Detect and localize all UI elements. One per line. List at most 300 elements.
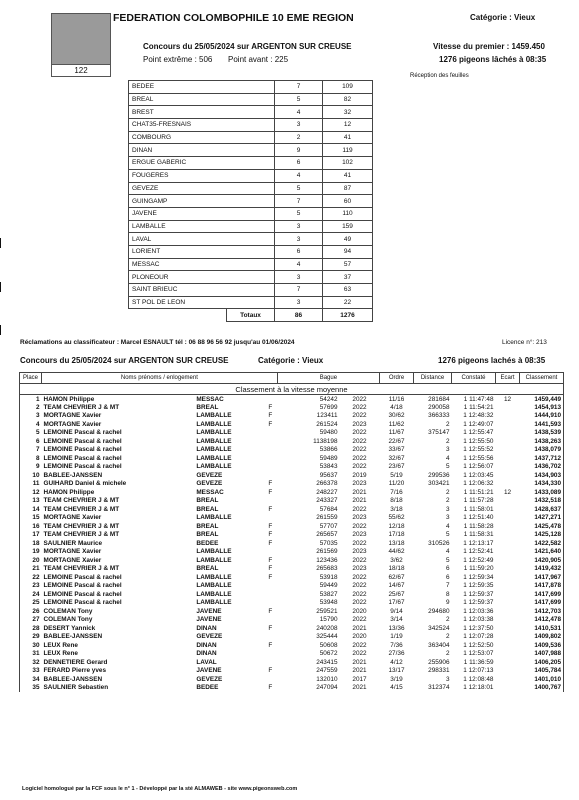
society-name: PLONEOUR [129,271,275,284]
cell-year: 2022 [352,599,367,607]
cell-place: 12 [20,488,42,497]
cell-distance: 290058 [428,403,450,411]
cell-name: LEUX Rene [43,641,78,649]
cell-clocked: 1 11:57:28 [463,497,494,505]
reception-label: Réception des feuilles [410,73,469,79]
society-birds: 109 [323,81,373,94]
cell-ring: 57707 [319,522,338,530]
cell-year: 2022 [352,437,367,445]
cell-name: FERARD Pierre yves [43,667,107,675]
cell-place: 6 [20,437,42,446]
society-row [129,182,373,195]
cell-gap [496,446,520,455]
cell-ring: 57699 [319,403,338,411]
logo-number: 122 [51,65,111,77]
cell-place: 11 [20,480,42,489]
cell-sex: F [268,488,273,496]
cell-place: 31 [20,650,42,659]
table-row [20,480,564,489]
table-row [20,641,564,650]
society-row [129,157,373,170]
cell-ranking: 1401,010 [520,675,564,684]
extreme-point: Point extrême : 506 [143,55,213,64]
cell-name: TEAM CHEVRIER J & MT [43,403,120,411]
table-row [20,548,564,557]
col-order: Ordre [380,373,414,384]
cell-ring: 243415 [316,658,338,666]
cell-sex: F [268,573,273,581]
cell-gap [496,514,520,523]
cell-clocked: 1 11:54:21 [463,403,494,411]
cell-name: TEAM CHEVRIER J & MT [43,565,120,573]
cell-distance: 310526 [428,539,450,547]
cell-sex: F [268,480,273,488]
cell-clocked: 1 12:52:41 [463,548,494,556]
cell-society: GEVEZE [196,471,223,479]
cell-gap [496,454,520,463]
cell-order: 17/18 [388,531,405,539]
cell-order: 44/62 [388,548,405,556]
cell-society: MESSAC [196,488,224,496]
cell-sex: F [268,624,273,632]
cell-ring: 325444 [316,633,338,641]
cell-place: 34 [20,675,42,684]
cell-gap [496,658,520,667]
society-row [129,144,373,157]
society-row [129,119,373,132]
cell-order: 32/67 [388,454,405,462]
cell-society: LAMBALLE [196,446,232,454]
cell-order: 4/15 [390,684,403,692]
cell-order: 12/18 [388,522,405,530]
cell-order: 55/62 [388,514,405,522]
cell-ring: 54242 [319,395,338,403]
cell-year: 2023 [352,548,367,556]
cell-ring: 59489 [319,454,338,462]
cell-ranking: 1454,913 [520,403,564,412]
society-name: GUINGAMP [129,195,275,208]
cell-society: LAMBALLE [196,582,232,590]
cell-ring: 53843 [319,463,338,471]
cell-ranking: 1438,079 [520,446,564,455]
cell-place: 17 [20,531,42,540]
society-count: 3 [275,119,323,132]
cell-place: 35 [20,684,42,693]
cell-year: 2022 [352,395,367,403]
federation-logo [51,13,111,65]
cell-society: LAMBALLE [196,463,232,471]
cell-gap [496,463,520,472]
society-birds: 63 [323,284,373,297]
cell-ranking: 1410,531 [520,624,564,633]
society-row [129,258,373,271]
cell-name: LEMOINE Pascal & rachel [43,446,122,454]
society-count: 6 [275,245,323,258]
cell-place: 23 [20,582,42,591]
cell-ring: 265657 [316,531,338,539]
cell-society: MESSAC [196,395,224,403]
totals-birds: 1276 [323,309,373,322]
table-row [20,437,564,446]
col-distance: Distance [414,373,452,384]
cell-ring: 53866 [319,446,338,454]
cell-order: 3/19 [390,675,403,683]
cell-place: 32 [20,658,42,667]
cell-gap [496,420,520,429]
cell-ring: 259521 [316,607,338,615]
cell-name: LEMOINE Pascal & rachel [43,454,122,462]
cell-place: 8 [20,454,42,463]
cell-ranking: 1400,767 [520,684,564,693]
table-row [20,539,564,548]
cell-ranking: 1438,539 [520,429,564,438]
cell-name: MORTAGNE Xavier [43,412,102,420]
cell-order: 62/67 [388,573,405,581]
cell-distance: 298331 [428,667,450,675]
table-row [20,658,564,667]
society-row [129,296,373,309]
cell-clocked: 1 12:55:47 [463,429,494,437]
society-row [129,284,373,297]
cell-clocked: 1 12:55:52 [463,446,494,454]
society-row [129,195,373,208]
cell-name: MORTAGNE Xavier [43,420,102,428]
table-row [20,556,564,565]
society-count: 7 [275,195,323,208]
cell-society: BREAL [196,565,219,573]
cell-gap [496,590,520,599]
cell-sex [263,599,277,608]
totals-label: Totaux [227,309,275,322]
cell-society: JAVENE [196,607,222,615]
cell-gap [496,505,520,514]
cell-clocked: 1 12:07:28 [463,633,494,641]
society-birds: 12 [323,119,373,132]
table-row [20,684,564,693]
cell-name: MORTAGNE Xavier [43,514,102,522]
table-row [20,463,564,472]
society-name: LAMBALLE [129,220,275,233]
cell-gap [496,531,520,540]
cell-year: 2017 [352,675,367,683]
cell-year: 2021 [352,667,367,675]
cell-sex: F [268,641,273,649]
cell-sex: F [268,684,273,692]
cell-clocked: 1 11:58:01 [463,505,494,513]
cell-ranking: 1428,637 [520,505,564,514]
cell-society: BREAL [196,403,219,411]
table-row [20,531,564,540]
table-row [20,420,564,429]
table-row [20,497,564,506]
society-birds: 82 [323,93,373,106]
society-row [129,169,373,182]
cell-society: LAMBALLE [196,599,232,607]
cell-order: 3/14 [390,616,403,624]
table-row [20,667,564,676]
cell-clocked: 1 11:47:48 [463,395,494,403]
cell-name: BABLEE-JANSSEN [43,675,103,683]
cell-ring: 248227 [316,488,338,496]
cell-gap: 12 [503,488,512,496]
cell-ranking: 1417,967 [520,573,564,582]
society-name: FOUGERES [129,169,275,182]
cell-year: 2022 [352,412,367,420]
cell-clocked: 1 12:52:49 [463,556,494,564]
cell-order: 11/67 [388,429,405,437]
cell-order: 1/19 [390,633,403,641]
cell-clocked: 1 12:03:45 [463,471,494,479]
cell-clocked: 1 12:55:50 [463,437,494,445]
society-birds: 57 [323,258,373,271]
cell-gap [496,624,520,633]
cell-clocked: 1 12:55:56 [463,454,494,462]
table-row [20,573,564,582]
cell-society: BREAL [196,497,219,505]
cell-sex [263,437,277,446]
cell-place: 7 [20,446,42,455]
society-count: 3 [275,233,323,246]
society-birds: 32 [323,106,373,119]
cell-distance: 2 [445,420,450,428]
cell-year: 2022 [352,505,367,513]
cell-ring: 50608 [319,641,338,649]
page-title: FEDERATION COLOMBOPHILE 10 EME REGION [113,12,354,24]
cell-ranking: 1417,878 [520,582,564,591]
cell-place: 20 [20,556,42,565]
cell-place: 28 [20,624,42,633]
cell-place: 9 [20,463,42,472]
society-count: 9 [275,144,323,157]
results-header-row [20,373,564,384]
cell-ring: 95637 [319,471,338,479]
cell-ring: 123411 [316,412,338,420]
cell-ranking: 1421,640 [520,548,564,557]
cell-ranking: 1441,593 [520,420,564,429]
cell-place: 29 [20,633,42,642]
cell-sex [263,633,277,642]
cell-clocked: 1 12:59:37 [463,590,494,598]
cell-place: 26 [20,607,42,616]
cell-order: 3/62 [390,556,403,564]
cell-year: 2022 [352,429,367,437]
society-count: 4 [275,169,323,182]
cell-sex: F [268,420,273,428]
cell-distance: 2 [445,650,450,658]
cell-ranking: 1417,699 [520,590,564,599]
cell-ranking: 1409,802 [520,633,564,642]
cell-ranking: 1427,271 [520,514,564,523]
cell-society: GEVEZE [196,675,223,683]
cell-gap [496,565,520,574]
cell-society: BEDEE [196,684,219,692]
cell-ranking: 1432,518 [520,497,564,506]
cell-name: LEMOINE Pascal & rachel [43,599,122,607]
cell-order: 23/67 [388,463,405,471]
cell-place: 27 [20,616,42,625]
society-name: SAINT BRIEUC [129,284,275,297]
cell-sex [263,454,277,463]
cell-distance: 7 [445,582,450,590]
table-row [20,675,564,684]
cell-gap [496,548,520,557]
cell-clocked: 1 12:52:50 [463,641,494,649]
society-name: BEDEE [129,81,275,94]
cell-distance: 4 [445,548,450,556]
cell-clocked: 1 12:08:48 [463,675,494,683]
cell-name: COLEMAN Tony [43,616,93,624]
society-row [129,81,373,94]
cell-society: BREAL [196,522,219,530]
cell-year: 2022 [352,616,367,624]
cell-ranking: 1407,988 [520,650,564,659]
claims-note: Réclamations au classificateur : Marcel ESNAULT tél : 06 88 96 56 92 jusqu'au 01/06/2024 [20,339,295,346]
cell-order: 27/36 [388,650,405,658]
cell-distance: 5 [445,556,450,564]
society-row [129,271,373,284]
cell-society: LAMBALLE [196,454,232,462]
society-name: LAVAL [129,233,275,246]
cell-year: 2023 [352,565,367,573]
cell-distance: 3 [445,446,450,454]
cell-ring: 243327 [316,497,338,505]
society-row [129,220,373,233]
results-released: 1276 pigeons lachés à 08:35 [438,356,546,365]
society-row [129,131,373,144]
society-name: LORIENT [129,245,275,258]
cell-distance: 6 [445,573,450,581]
cell-order: 9/14 [390,607,403,615]
table-row [20,650,564,659]
cell-name: MORTAGNE Xavier [43,556,102,564]
society-row [129,207,373,220]
results-contest: Concours du 25/05/2024 sur ARGENTON SUR CREUSE [20,356,229,365]
cell-clocked: 1 12:18:01 [463,684,494,692]
totals-count: 86 [275,309,323,322]
cell-distance: 281684 [428,395,450,403]
society-birds: 102 [323,157,373,170]
cell-gap [496,429,520,438]
cell-sex: F [268,607,273,615]
cell-distance: 5 [445,463,450,471]
cell-ranking: 1425,128 [520,531,564,540]
society-name: MESSAC [129,258,275,271]
cell-year: 2022 [352,582,367,590]
cell-order: 18/18 [388,565,405,573]
cell-gap [496,582,520,591]
col-ring: Bague [277,373,379,384]
cell-ring: 50672 [319,650,338,658]
cell-name: TEAM CHEVRIER J & MT [43,497,120,505]
cell-ring: 57684 [319,505,338,513]
cell-ring: 261569 [316,548,338,556]
cell-name: DESERT Yannick [43,624,96,632]
cell-sex [263,616,277,625]
cell-clocked: 1 11:58:31 [463,531,494,539]
society-count: 5 [275,207,323,220]
totals-row [129,309,373,322]
cell-society: DINAN [196,624,217,632]
cell-ranking: 1434,330 [520,480,564,489]
table-row [20,471,564,480]
society-birds: 41 [323,131,373,144]
cell-gap [496,599,520,608]
cell-name: TEAM CHEVRIER J & MT [43,531,120,539]
cell-clocked: 1 12:56:07 [463,463,494,471]
cell-clocked: 1 11:51:21 [463,488,494,496]
cell-place: 30 [20,641,42,650]
cell-order: 4/18 [390,403,403,411]
ranking-banner [20,384,564,395]
cell-society: LAMBALLE [196,420,232,428]
cell-name: HAMON Philippe [43,395,95,403]
cell-sex [263,463,277,472]
society-count: 7 [275,284,323,297]
cell-ring: 53918 [319,573,338,581]
table-row [20,616,564,625]
col-gap: Ecart [496,373,520,384]
cell-year: 2022 [352,573,367,581]
society-name: ERGUE GABERIC [129,157,275,170]
cell-society: GEVEZE [196,480,223,488]
table-row [20,505,564,514]
cell-year: 2023 [352,531,367,539]
cell-sex [263,675,277,684]
society-name: JAVENE [129,207,275,220]
cell-ranking: 1419,432 [520,565,564,574]
table-row [20,624,564,633]
cell-sex: F [268,412,273,420]
cell-ranking: 1409,536 [520,641,564,650]
society-row [129,106,373,119]
margin-mark [0,238,1,248]
ranking-title: Classement à la vitesse moyenne [20,384,564,395]
cell-ranking: 1434,903 [520,471,564,480]
society-count: 3 [275,296,323,309]
cell-society: DINAN [196,650,217,658]
software-footer: Logiciel homologué par la FCF sous le n° 1 - Développé par la sté ALMAWEB - site www.pigeonsweb.com [22,786,298,792]
cell-sex [263,548,277,557]
table-row [20,633,564,642]
cell-society: LAVAL [196,658,217,666]
cell-clocked: 1 12:13:17 [463,539,494,547]
cell-clocked: 1 11:36:59 [463,658,494,666]
cell-society: LAMBALLE [196,548,232,556]
cell-clocked: 1 12:53:07 [463,650,494,658]
table-row [20,599,564,608]
cell-society: LAMBALLE [196,429,232,437]
table-row [20,395,564,404]
col-name: Noms prénoms / enlogement [42,373,278,384]
cell-society: JAVENE [196,667,222,675]
cell-society: BEDEE [196,539,219,547]
cell-society: LAMBALLE [196,590,232,598]
table-row [20,582,564,591]
table-row [20,429,564,438]
cell-order: 13/17 [388,667,405,675]
cell-year: 2021 [352,488,367,496]
cell-order: 5/19 [390,471,403,479]
cell-order: 13/18 [388,539,405,547]
cell-year: 2022 [352,590,367,598]
cell-order: 8/18 [390,497,403,505]
cell-year: 2022 [352,522,367,530]
cell-year: 2022 [352,446,367,454]
cell-year: 2022 [352,463,367,471]
cell-society: DINAN [196,641,217,649]
cell-ranking: 1438,263 [520,437,564,446]
society-count: 5 [275,93,323,106]
